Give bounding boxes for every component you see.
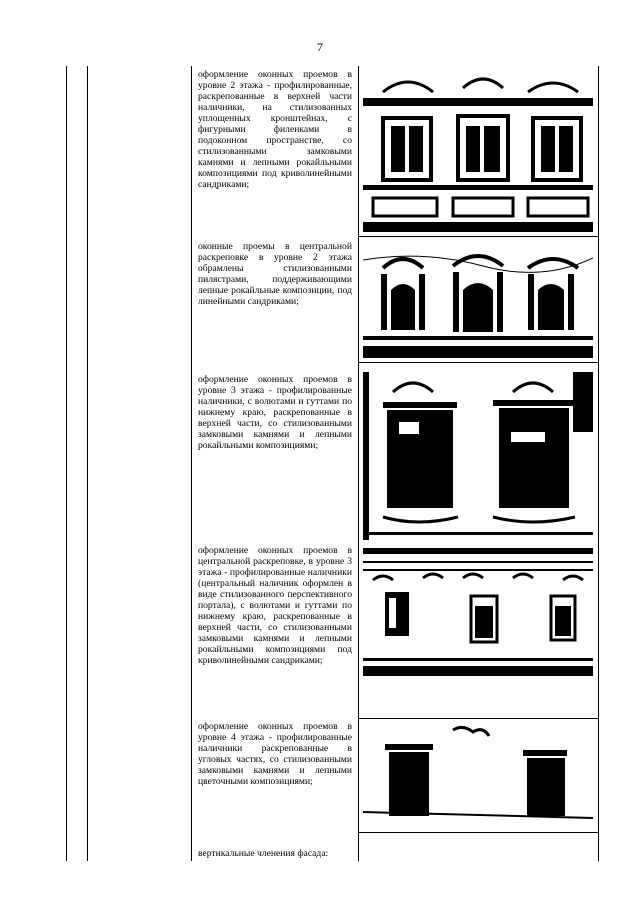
facade-photo-central-3rd-floor [363, 548, 593, 676]
description-4th-floor-windows: оформление оконных проемов в уровне 4 этажа - профилированные наличники раскрепованные в угловых частях, со стилизованными замковыми камнями и лепными цветочными композициями; [198, 721, 352, 787]
facade-photo-3rd-floor-windows [363, 372, 593, 540]
row-separator [359, 362, 598, 363]
facade-photo-4th-floor-windows [363, 724, 593, 822]
facade-photo-central-pilasters [363, 240, 593, 358]
description-central-pilasters: оконные проемы в центральной раскреповке в уровне 2 этажа обрамлены стилизованными пилястрами, поддерживающими лепные рокайльные композиции, под линейными сандриками; [198, 241, 352, 307]
row-separator [359, 236, 598, 237]
row-separator [359, 718, 598, 719]
table-border-right [598, 66, 599, 861]
table-divider-2 [191, 66, 192, 861]
table-divider-1 [87, 66, 88, 861]
description-vertical-divisions: вертикальные членения фасада: [198, 848, 329, 859]
facade-photo-2nd-floor-windows [363, 70, 593, 232]
description-central-3rd-floor: оформление оконных проемов в центральной раскреповке, в уровне 3 этажа - профилированные наличники (центральный наличник оформлен в виде стилизованного перспективного портала), с волютами и гуттами по нижнему краю, раскрепованные в верхней части, со стилизованными замковыми камнями и лепными рокайльными композициями под криволинейными сандриками; [198, 545, 352, 666]
table-divider-3 [358, 66, 359, 861]
page-number: 7 [317, 40, 323, 54]
description-2nd-floor-windows: оформление оконных проемов в уровне 2 этажа - профилированные, раскрепованные в верхней части наличники, на стилизованных уплощенных кронштейнах, с фигурными филенками в подоконном пространстве, со стилизованными замковыми камнями и лепными рокайльными композициями под криволинейными сандриками; [198, 69, 352, 190]
description-3rd-floor-windows: оформление оконных проемов в уровне 3 этажа - профилированные наличники, с волютами и гуттами по нижнему краю, раскрепованные в верхней части, со стилизованными замковыми камнями и лепными рокайльными композициями; [198, 374, 352, 451]
row-separator [359, 832, 598, 833]
table-border-left [66, 66, 67, 861]
